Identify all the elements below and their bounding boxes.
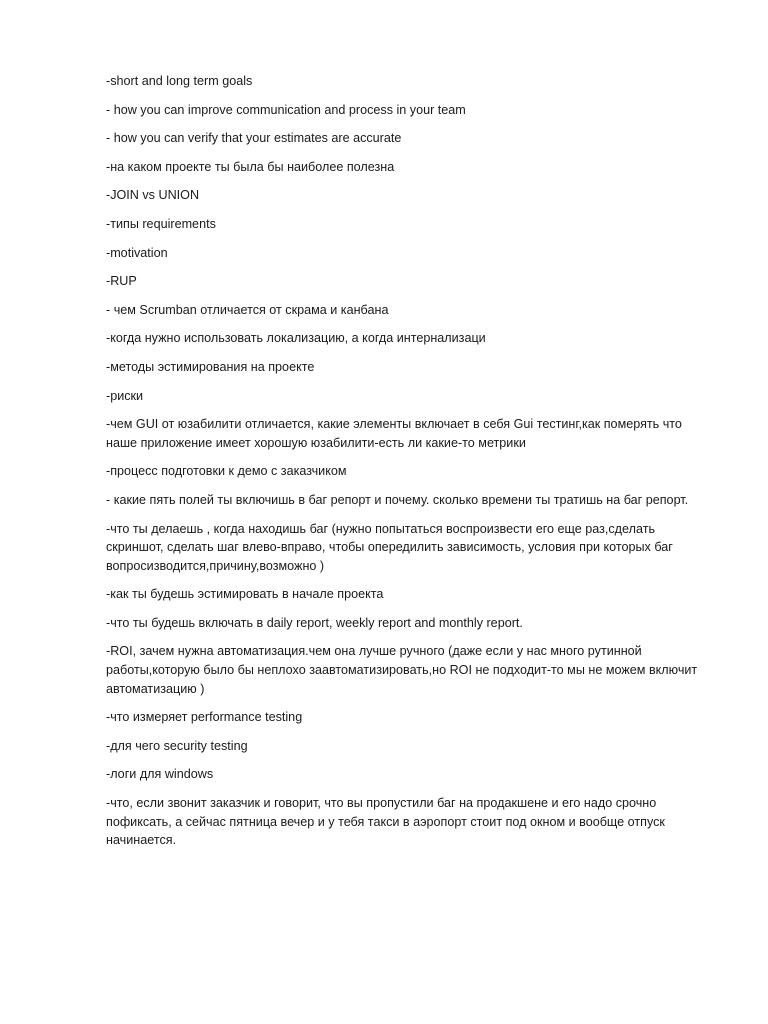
question-item — [106, 415, 708, 452]
question-text-line: -чем GUI от юзабилити отличается, какие элементы включает в себя Gui тестинг,как померять что — [106, 417, 682, 432]
question-text-line: -типы requirements — [106, 216, 216, 231]
question-text-line: -JOIN vs UNION — [106, 188, 200, 203]
question-text-line: -когда нужно использовать локализацию, а когда интернализаци — [106, 331, 486, 346]
question-text-line: -что ты будешь включать в daily report, weekly report and monthly report. — [106, 615, 523, 630]
question-item — [106, 72, 708, 91]
question-item — [106, 614, 708, 633]
question-text-line: начинается. — [106, 833, 177, 848]
question-text-line: -motivation — [106, 245, 168, 260]
question-item — [106, 101, 708, 120]
question-item — [106, 358, 708, 377]
question-text-line: -как ты будешь эстимировать в начале проекта — [106, 587, 384, 602]
question-text-line: -RUP — [106, 274, 137, 289]
question-text-line: -процесс подготовки к демо с заказчиком — [106, 464, 347, 479]
question-item — [106, 708, 708, 727]
question-text-line: -что, если звонит заказчик и говорит, что вы пропустили баг на продакшене и его надо срочно — [106, 796, 657, 811]
question-item — [106, 301, 708, 320]
question-item — [106, 737, 708, 756]
question-item — [106, 491, 708, 510]
question-text-line: -short and long term goals — [106, 74, 253, 88]
question-text-line: работы,которую было бы неплохо заавтоматизировать,но ROI не подходит-то мы не можем включит — [106, 663, 698, 678]
question-item — [106, 215, 708, 234]
question-text-line: -что ты делаешь , когда находишь баг (нужно попытаться воспроизвести его еще раз,сделать — [106, 521, 656, 536]
question-text-line: -что измеряет performance testing — [106, 710, 303, 725]
question-text-line: -методы эстимирования на проекте — [106, 359, 315, 374]
question-item — [106, 158, 708, 177]
question-text-line: - how you can improve communication and process in your team — [106, 102, 466, 117]
question-text-line: -риски — [106, 388, 144, 403]
question-text-line: -для чего security testing — [106, 738, 248, 753]
question-text-line: -логи для windows — [106, 767, 214, 782]
question-item — [106, 462, 708, 481]
question-text-line: пофиксать, а сейчас пятница вечер и у тебя такси в аэропорт стоит под окном и вообще отпуск — [106, 814, 665, 829]
question-text-line: - how you can verify that your estimates are accurate — [106, 131, 402, 146]
question-item — [106, 387, 708, 406]
question-text-line: -ROI, зачем нужна автоматизация.чем она лучше ручного (даже если у нас много рутинной — [106, 644, 642, 659]
question-item — [106, 642, 708, 698]
question-item — [106, 329, 708, 348]
question-item — [106, 520, 708, 576]
question-text-line: скриншот, сделать шаг влево-вправо, чтобы опередилить зависимость, условия при которых баг — [106, 540, 673, 555]
question-text-line: - чем Scrumban отличается от скрама и канбана — [106, 302, 389, 317]
question-item — [106, 794, 708, 850]
question-item — [106, 186, 708, 205]
question-text-line: автоматизацию ) — [106, 681, 205, 696]
question-item — [106, 272, 708, 291]
question-text-line: вопросизводится,причину,возможно ) — [106, 558, 325, 573]
question-text-line: -на каком проекте ты была бы наиболее полезна — [106, 159, 395, 174]
question-item — [106, 129, 708, 148]
question-item — [106, 244, 708, 263]
question-item — [106, 585, 708, 604]
question-text-line: наше приложение имеет хорошую юзабилити-есть ли какие-то метрики — [106, 435, 526, 450]
question-text-line: - какие пять полей ты включишь в баг репорт и почему. сколько времени ты тратишь на баг репорт. — [106, 492, 689, 507]
question-item — [106, 765, 708, 784]
